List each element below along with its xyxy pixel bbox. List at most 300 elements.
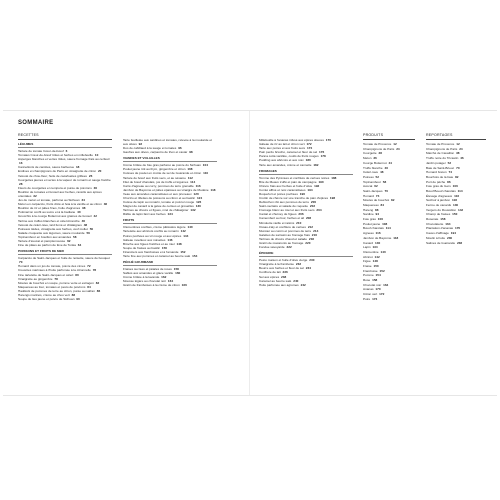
toc-entry xyxy=(18,297,112,301)
page-fold xyxy=(249,111,250,395)
toc-entry-title: Homard dans un jus de tomate, poivre des cimes xyxy=(18,264,86,269)
toc-entry-page-number: 148 xyxy=(372,259,378,264)
toc-entry-page-number: 98 xyxy=(189,150,193,155)
toc-entry-page-number: 200 xyxy=(310,200,317,205)
toc-entry xyxy=(363,166,415,170)
toc-entry-title: Élevage d'agneaux xyxy=(426,193,453,198)
toc-entry xyxy=(123,150,217,154)
toc-entry-page-number: 202 xyxy=(309,204,316,209)
toc-entry-title: Pomme xyxy=(363,273,374,278)
contents-page xyxy=(3,110,497,396)
toc-entry xyxy=(363,269,415,273)
toc-entry-page-number: 110 xyxy=(203,171,209,176)
toc-entry xyxy=(426,203,486,207)
toc-entry xyxy=(363,297,415,301)
toc-entry xyxy=(363,273,415,277)
toc-entry xyxy=(426,180,486,184)
toc-entry-title: Crottin de chèvre sur une tranche de pain d'épices xyxy=(259,196,329,201)
toc-entry-title: Carré d'agneau au curry, pommes de terre grenaille xyxy=(123,183,194,188)
toc-entry-page-number: 180 xyxy=(305,158,311,163)
toc-entry-page-number: 118 xyxy=(393,235,399,240)
toc-entry-page-number: 58 xyxy=(73,234,77,239)
toc-entry-page-number: 130 xyxy=(375,240,381,245)
toc-entry-title: Pudding aux abricots et aux noix xyxy=(259,158,304,163)
toc-entry-title: Caves d'affinage xyxy=(426,231,449,236)
toc-entry-page-number: 194 xyxy=(307,187,313,192)
toc-entry-title: Soupe de fraises au basilic xyxy=(123,245,160,250)
toc-entry-page-number: 174 xyxy=(306,146,313,151)
toc-entry-title: Fine tartelette de Saint-Jacques et céleri xyxy=(18,272,74,277)
toc-entry xyxy=(363,184,415,188)
toc-entry-title: Abricot xyxy=(363,254,373,259)
toc-entry-title: Foie gras du Gers xyxy=(426,184,451,189)
toc-entry-page-number: 114 xyxy=(385,226,391,231)
toc-entry-title: Cuisse de lapin au romarin, tomate et poivron rouge xyxy=(123,200,195,205)
toc-entry xyxy=(363,278,415,282)
toc-entry-title: Panna cotta vanillée, coulis de fruits rouges xyxy=(259,154,319,159)
toc-entry-page-number: 208 xyxy=(305,216,312,221)
section-heading: LÉGUMES xyxy=(18,142,112,148)
section-heading: VIANDES ET VOLAILLES xyxy=(123,156,217,162)
toc-entry-title: Pesto maison et huile d'olive vierge xyxy=(259,258,308,263)
toc-entry-page-number: 108 xyxy=(187,167,193,172)
toc-entry-title: Galettes de sarrasin au fromage frais xyxy=(259,232,310,237)
toc-entry-page-number: 166 xyxy=(181,283,187,288)
toc-entry xyxy=(363,170,415,174)
toc-entry-title: Cuisses de poulet en croûte de sel de Guérande et citron xyxy=(123,171,202,176)
toc-entry xyxy=(18,157,112,165)
toc-entry-page-number: 62 xyxy=(67,239,71,244)
toc-entry xyxy=(363,231,415,235)
toc-entry-title: Fraises sucrées et pétales de roses xyxy=(123,267,172,272)
toc-entry-page-number: 36 xyxy=(373,156,377,161)
toc-entry-page-number: 38 xyxy=(456,151,460,156)
page-title: SOMMAIRE xyxy=(18,120,54,126)
toc-entry-page-number: 92 xyxy=(138,142,143,147)
toc-entry-page-number: 114 xyxy=(190,179,196,184)
toc-entry-title: Port de pêche xyxy=(426,179,446,184)
toc-entry-title: Asperges blanches et vertes rôties, sauce fromage frais au cerfeuil xyxy=(18,157,110,162)
toc-entry-title: Séchoir à jambon xyxy=(426,198,451,203)
toc-entry-title: Courgettes jaunes et vertes à la vapeur de romarin et sauge fraîche xyxy=(18,177,111,182)
toc-entry xyxy=(426,217,486,221)
toc-entry-title: Saint-Jacques xyxy=(363,188,383,193)
toc-entry-page-number: 106 xyxy=(377,217,383,222)
toc-entry-page-number: 218 xyxy=(308,236,315,241)
toc-entry xyxy=(363,241,415,245)
toc-entry-page-number: 24 xyxy=(459,146,463,151)
toc-entry-page-number: 124 xyxy=(196,196,203,201)
recipes-column-2 xyxy=(123,133,217,287)
toc-entry-title: Canard xyxy=(363,240,374,245)
toc-entry-page-number: 142 xyxy=(374,254,380,259)
toc-entry-title: Tartare d'avocat et pamplemousse xyxy=(18,239,66,244)
toc-entry-title: Homard breton xyxy=(426,170,447,175)
toc-entry-title: Gaufres aux olives, carpaccio de thon et caviar xyxy=(123,150,188,155)
toc-entry-title: Figue xyxy=(363,259,371,264)
toc-entry-page-number: 236 xyxy=(282,270,288,275)
toc-entry-title: Marché de Cavaillon xyxy=(426,151,455,156)
toc-entry-page-number: 204 xyxy=(316,208,322,213)
toc-entry-title: Gâteau de riz au lait et citron vert xyxy=(259,142,305,147)
toc-entry-page-number: 82 xyxy=(455,174,459,179)
toc-entry xyxy=(259,245,353,249)
toc-entry-page-number: 152 xyxy=(379,268,385,273)
toc-entry-page-number: 152 xyxy=(180,249,186,254)
toc-entry-title: Tomme des Pyrénées et confiture de cerises noires xyxy=(259,175,330,180)
toc-entry-title: Tartine aux truffes blanches et céleri-branche xyxy=(18,218,80,223)
toc-entry-page-number: 40 xyxy=(77,210,81,215)
toc-entry-page-number: 30 xyxy=(93,185,98,190)
toc-entry-title: Vinaigrette au gingembre xyxy=(18,276,53,281)
toc-entry-page-number: 70 xyxy=(456,165,460,170)
toc-entry xyxy=(363,259,415,263)
toc-entry-title: Hareng xyxy=(363,207,374,212)
toc-entry-page-number: 222 xyxy=(286,245,292,250)
toc-entry xyxy=(426,241,486,245)
toc-entry-page-number: 20 xyxy=(97,169,102,174)
toc-entry xyxy=(363,142,415,146)
toc-entry-title: Lapin xyxy=(363,245,371,250)
toc-entry-page-number: 146 xyxy=(167,237,173,242)
toc-entry-title: Munster au cumin et pommes de terre xyxy=(259,228,312,233)
toc-entry-title: Chèvre frais aux herbes et huile d'olive xyxy=(259,183,313,188)
toc-entry-page-number: 94 xyxy=(375,212,379,217)
toc-entry-page-number: 190 xyxy=(318,179,324,184)
toc-entry xyxy=(18,256,112,264)
toc-entry-page-number: 198 xyxy=(329,196,336,201)
toc-entry xyxy=(363,208,415,212)
toc-entry-page-number: 34 xyxy=(81,198,85,203)
toc-entry-title: Cantal et chutney de figues xyxy=(259,212,297,217)
toc-entry-page-number: 46 xyxy=(384,165,388,170)
section-heading: FRUITS xyxy=(123,218,217,224)
toc-entry-title: Reblochon rôti aux pommes de terre xyxy=(259,200,310,205)
toc-entry-page-number: 170 xyxy=(375,287,381,292)
toc-entry-page-number: 28 xyxy=(19,181,23,186)
section-heading: PÉCHÉ GOURMAND xyxy=(123,260,217,266)
toc-entry-title: Crème brûlée à la lavande xyxy=(123,275,160,280)
toc-entry xyxy=(363,156,415,160)
toc-entry-page-number: 242 xyxy=(300,282,306,287)
toc-entry xyxy=(426,170,486,174)
toc-entry-title: Tartare de tomate Cœur-de-bœuf xyxy=(18,148,64,153)
toc-entry-page-number: 56 xyxy=(86,230,90,235)
recipes-column-3 xyxy=(259,133,353,287)
toc-entry-page-number: 234 xyxy=(305,266,311,271)
reports-heading: REPORTAGES xyxy=(426,133,486,140)
toc-entry xyxy=(259,283,353,287)
toc-entry-title: Râble de lapin farci aux herbes xyxy=(123,212,166,217)
toc-entry-title: Salade croquante aux légumes, sauce moutarde xyxy=(18,230,85,235)
toc-entry-page-number: 44 xyxy=(388,160,392,165)
toc-entry-title: Framboise xyxy=(363,268,378,273)
toc-entry-page-number: 142 xyxy=(457,207,464,212)
toc-entry-title: Caramel au beurre salé xyxy=(259,278,292,283)
toc-entry-page-number: 170 xyxy=(454,226,461,231)
toc-entry xyxy=(363,147,415,151)
toc-entry-page-number: 164 xyxy=(445,221,451,226)
toc-entry-title: Roseraie xyxy=(426,217,439,222)
recipes-heading-spacer xyxy=(259,133,353,136)
toc-entry-page-number: 118 xyxy=(451,198,457,203)
toc-entry xyxy=(363,217,415,221)
toc-entry-title: Champignons de Paris xyxy=(363,146,395,151)
toc-entry-page-number: 112 xyxy=(187,175,193,180)
toc-entry-page-number: 182 xyxy=(313,162,319,167)
toc-entry-title: Soupe de lieu jaune et poivre de Sichuan xyxy=(18,297,75,302)
toc-entry-page-number: 140 xyxy=(380,249,386,254)
toc-entry-page-number: 88 xyxy=(71,292,76,297)
toc-entry-title: Tarte aux poires et aux fruits secs xyxy=(259,146,306,151)
toc-entry-title: Gnocchis à la courge Butternut aux graines de fenouil xyxy=(18,214,92,219)
toc-entry-page-number: 132 xyxy=(190,208,196,213)
toc-entry-page-number: 78 xyxy=(54,276,58,281)
toc-entry-page-number: 230 xyxy=(446,235,453,240)
toc-entry-page-number: 18 xyxy=(75,165,80,170)
toc-entry-title: Magret de canard à la gelée de cerises et groseilles xyxy=(123,204,194,209)
toc-entry-page-number: 104 xyxy=(202,163,208,168)
toc-entry-title: Baie de Saint-Brieuc xyxy=(426,165,455,170)
toc-entry-page-number: 82 xyxy=(391,198,395,203)
toc-entry-title: Filet de bœuf charolais, jus de truffe et légumes xyxy=(123,179,189,184)
toc-entry-page-number: 48 xyxy=(83,222,88,227)
toc-entry xyxy=(123,212,217,216)
toc-entry xyxy=(426,156,486,160)
toc-entry xyxy=(363,180,415,184)
toc-entry xyxy=(363,212,415,216)
toc-entry-title: Velouté de céleri-rave, lard fumé et châtaignes xyxy=(18,222,82,227)
toc-entry xyxy=(18,243,112,247)
toc-entry-page-number: 140 xyxy=(187,225,193,230)
toc-entry-title: Maquereau xyxy=(363,203,379,208)
recipes-heading-spacer xyxy=(123,133,217,136)
toc-entry-page-number: 194 xyxy=(450,231,456,236)
toc-entry-page-number: 164 xyxy=(383,282,389,287)
toc-entry xyxy=(426,194,486,198)
toc-entry-title: Melon en carpaccio, fruits d'été et feta à la vanille et au citron xyxy=(18,202,102,207)
toc-entry-page-number: 74 xyxy=(375,193,380,198)
toc-entry-title: Fine de pâtes au parfum de fève de Tonka xyxy=(18,243,76,248)
toc-entry-page-number: 84 xyxy=(87,284,91,289)
toc-entry-title: Chocolat noir xyxy=(363,282,382,287)
toc-entry-title: Potimarron confit au sucre et à la badiane xyxy=(18,210,76,215)
toc-entry-page-number: 116 xyxy=(195,183,201,188)
toc-entry-title: Bouillon de riz et pâtes fines, huile d'agrumes xyxy=(18,206,81,211)
toc-entry xyxy=(123,283,217,287)
toc-entry-page-number: 240 xyxy=(293,278,299,283)
toc-entry xyxy=(363,226,415,230)
toc-entry-title: Beurre aux herbes et fleur de sel xyxy=(259,266,304,271)
toc-entry-page-number: 16 xyxy=(19,161,23,166)
toc-entry-page-number: 12 xyxy=(456,142,460,147)
toc-entry-title: Fleurs de courgettes en tempura et purée de poivrons xyxy=(18,185,92,190)
toc-entry-page-number: 116 xyxy=(454,193,460,198)
recipes-heading: RECETTES xyxy=(18,133,112,140)
toc-entry xyxy=(426,175,486,179)
toc-entry xyxy=(363,292,415,296)
toc-entry-page-number: 90 xyxy=(76,297,80,302)
toc-entry-page-number: 238 xyxy=(456,240,463,245)
toc-entry-page-number: 134 xyxy=(167,212,173,217)
toc-entry-title: Jardin potager xyxy=(426,160,446,165)
toc-entry-title: Gratin de macaronis au fromage xyxy=(259,241,304,246)
toc-entry-page-number: 134 xyxy=(372,245,378,250)
toc-entry-page-number: 78 xyxy=(92,268,97,273)
toc-entry-page-number: 52 xyxy=(447,160,452,165)
toc-entry-page-number: 88 xyxy=(375,207,379,212)
toc-entry xyxy=(363,161,415,165)
toc-entry-title: Dos de cabillaud à la sauge et tomates xyxy=(123,146,177,151)
toc-entry xyxy=(426,222,486,226)
toc-entry-page-number: 158 xyxy=(372,278,378,283)
toc-entry-title: Poulet jaune rôti au thym, gingembre et citron xyxy=(123,167,186,172)
toc-entry-page-number: 214 xyxy=(313,228,319,233)
toc-entry-page-number: 142 xyxy=(180,229,186,234)
toc-entry-page-number: 144 xyxy=(183,233,189,238)
toc-entry-page-number: 46 xyxy=(460,156,464,161)
toc-entry-title: Tomate de Provence xyxy=(426,142,455,147)
toc-entry xyxy=(426,212,486,216)
toc-entry-title: Crème brûlée de foie gras parfumé au poivre du Sichuan xyxy=(123,163,201,168)
toc-entry-title: Cannellonis de carottes, sauce barbecue xyxy=(18,165,75,170)
toc-entry xyxy=(426,231,486,235)
toc-entry-page-number: 50 xyxy=(89,226,94,231)
toc-entry-title: Jus de melon et tomate, parfumé au Sichuan xyxy=(18,198,80,203)
toc-entry-title: Mousse légère au chocolat noir xyxy=(123,279,166,284)
toc-entry-page-number: 86 xyxy=(447,179,451,184)
toc-entry-page-number: 46 xyxy=(81,218,86,223)
toc-entry-page-number: 154 xyxy=(375,273,381,278)
toc-entry-title: Tartines au chèvre et figues, miel de châtaignier xyxy=(123,208,189,213)
toc-entry-page-number: 160 xyxy=(175,271,181,276)
toc-entry-title: Moulin à huile xyxy=(426,235,446,240)
toc-entry xyxy=(363,264,415,268)
toc-entry-title: Fondue savoyarde xyxy=(259,245,285,250)
toc-entry xyxy=(363,245,415,249)
toc-entry xyxy=(363,222,415,226)
toc-entry xyxy=(18,178,112,186)
toc-entry-title: Millefeuille à l'ananas infusé aux épices douces xyxy=(259,138,324,142)
toc-entry-title: Tomates Cœur-de-bœuf rôties et herbes en millefeuille xyxy=(18,153,93,158)
toc-entry-title: Financiers aux framboises et à l'amande xyxy=(123,249,179,254)
toc-entry-title: Tartines de chèvre chaud et salade xyxy=(259,236,307,241)
toc-entry-page-number: 158 xyxy=(440,217,446,222)
toc-entry-title: Bœuf Boeuf charolais xyxy=(426,188,456,193)
toc-entry-title: Champ de fraises xyxy=(426,212,451,217)
toc-entry-title: Ferme de canards xyxy=(426,203,452,208)
toc-entry-page-number: 148 xyxy=(176,241,182,246)
toc-entry xyxy=(363,151,415,155)
toc-entry-page-number: 26 xyxy=(88,173,93,178)
toc-entry-page-number: 48 xyxy=(380,170,384,175)
toc-entry xyxy=(363,189,415,193)
toc-entry-title: Roquefort et poires pochées xyxy=(259,191,298,196)
toc-entry-title: Topinambour xyxy=(363,179,381,184)
toc-entry xyxy=(123,254,217,258)
toc-entry xyxy=(426,161,486,165)
toc-entry-title: Jambon de Bayonne xyxy=(363,235,392,240)
toc-entry-page-number: 58 xyxy=(382,179,387,184)
toc-entry xyxy=(363,203,415,207)
toc-entry-page-number: 28 xyxy=(378,151,382,156)
toc-entry-title: Poires pochées au vin rouge et aux épices xyxy=(123,233,182,238)
toc-entry-title: Avocat xyxy=(363,184,373,189)
toc-entry-page-number: 232 xyxy=(295,262,302,267)
section-heading: POISSONS ET FRUITS DE MER xyxy=(18,249,112,255)
toc-entry-page-number: 114 xyxy=(457,188,463,193)
toc-entry-title: Poireau xyxy=(363,174,374,179)
toc-entry-title: Plantation d'ananas xyxy=(426,226,454,231)
toc-entry-title: Camembert au four, herbes et ail xyxy=(259,216,305,221)
toc-entry-title: Carpaccio de Saint-Jacques et huile de noisette, sauce de bouquet xyxy=(18,256,110,261)
toc-entry-title: Tomate de Provence xyxy=(363,142,392,147)
toc-entry-title: Velouté de chou-fleur, huile de cacahuètes grillées xyxy=(18,173,87,178)
toc-entry-page-number: 238 xyxy=(281,274,287,279)
toc-entry-page-number: 64 xyxy=(77,243,82,248)
toc-entry-page-number: 192 xyxy=(314,183,320,188)
toc-entry-page-number: 62 xyxy=(374,184,378,189)
toc-entry-page-number: 150 xyxy=(373,263,379,268)
toc-entry-page-number: 108 xyxy=(382,221,388,226)
toc-entry-title: Huile parfumée aux agrumes xyxy=(259,282,299,287)
toc-entry-page-number: 150 xyxy=(452,212,458,217)
toc-entry-page-number: 120 xyxy=(193,191,199,196)
toc-entry-title: Sablés aux amandes et glace vanille xyxy=(123,271,174,276)
toc-entry-page-number: 176 xyxy=(319,150,325,155)
section-heading: ÉPICERIE xyxy=(259,251,353,257)
toc-entry-title: Vinaigrette à la framboise xyxy=(259,262,295,267)
toc-entry-page-number: 216 xyxy=(311,232,317,237)
toc-entry-title: Salines de Guérande xyxy=(426,240,456,245)
toc-entry-title: Gâteau moelleux aux noisettes xyxy=(123,237,166,242)
toc-entry xyxy=(18,190,112,198)
toc-entry-title: Poire xyxy=(363,296,371,301)
toc-entry-title: Courge Butternut xyxy=(363,160,387,165)
toc-entry-page-number: 6 xyxy=(65,148,68,153)
toc-entry xyxy=(426,184,486,188)
toc-entry-page-number: 130 xyxy=(195,204,201,209)
toc-entry-title: Citron vert xyxy=(363,292,378,297)
toc-entry-title: Endives et champignons de Paris en vinaigrette de citron xyxy=(18,169,97,174)
toc-entry-title: Moules de bouchot en soupe, pomme verte et estragon xyxy=(18,280,94,285)
toc-entry-title: Tartare de bœuf aux fruits secs, et au sésame xyxy=(123,175,186,180)
products-column xyxy=(363,133,415,301)
toc-entry-title: Champignons de Paris xyxy=(426,146,458,151)
toc-entry xyxy=(426,147,486,151)
toc-entry-title: Bouillon de tomates et fenouil aux herbes, raviolis aux épices orientales xyxy=(18,189,102,199)
toc-entry-title: Topinambour en bouillon aux amandes xyxy=(18,234,72,239)
toc-entry-page-number: 80 xyxy=(75,272,79,277)
toc-entry xyxy=(123,138,217,146)
toc-entry-title: Confiture de lait xyxy=(259,270,281,275)
toc-entry-title: Gratin de framboises à la crème de citron xyxy=(123,283,180,288)
toc-entry-page-number: 84 xyxy=(380,203,384,208)
toc-entry-title: Clémentines confites, crème pâtissière légère xyxy=(123,225,186,230)
toc-entry-page-number: 116 xyxy=(375,231,381,236)
toc-entry xyxy=(259,163,353,167)
toc-entry-title: Rose xyxy=(363,278,371,283)
toc-entry-page-number: 154 xyxy=(192,254,198,259)
toc-entry-page-number: 172 xyxy=(379,292,385,297)
toc-entry-page-number: 150 xyxy=(161,245,168,250)
toc-entry-page-number: 32 xyxy=(33,194,37,199)
toc-entry-title: Chorizo et rillettes de poissons au citron et au basilic xyxy=(123,196,196,201)
toc-entry-title: Truffe blanche xyxy=(363,165,383,170)
toc-entry xyxy=(363,194,415,198)
toc-entry-title: Poireaux tièdes, vinaigrette aux herbes, œuf mollet xyxy=(18,226,88,231)
toc-entry-page-number: 72 xyxy=(87,264,91,269)
